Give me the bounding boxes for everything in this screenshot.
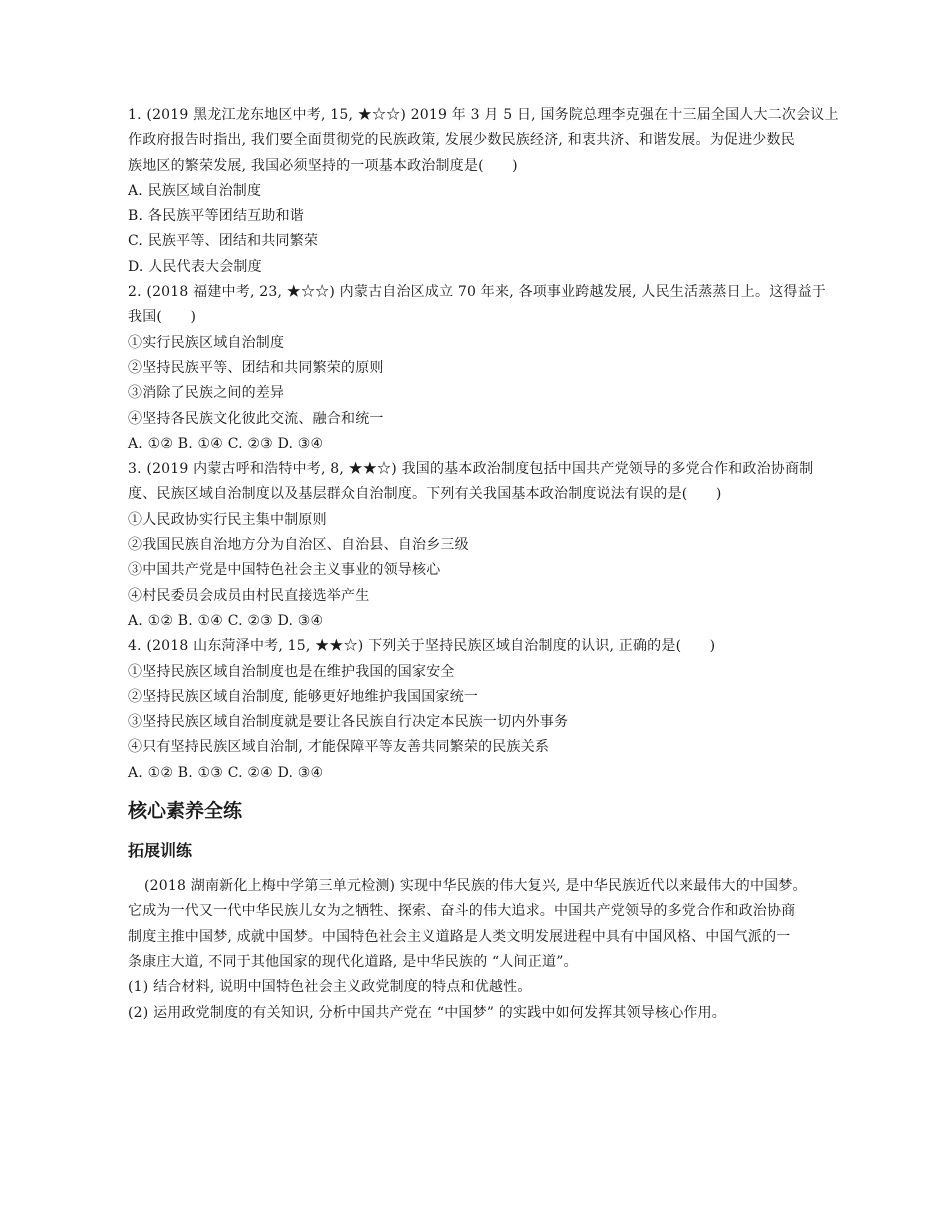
question-stem-line: 度、民族区域自治制度以及基层群众自治制度。下列有关我国基本政治制度说法有误的是( ) xyxy=(128,486,722,503)
material-line: 条康庄大道, 不同于其他国家的现代化道路, 是中华民族的 “人间正道”。 xyxy=(128,953,578,970)
statement-3: ③坚持民族区域自治制度就是要让各民族自行决定本民族一切内外事务 xyxy=(128,714,569,731)
statement-1: ①人民政协实行民主集中制原则 xyxy=(128,511,327,528)
subsection-title: 拓展训练 xyxy=(128,841,193,861)
question-3 xyxy=(128,457,828,634)
option-a: A. 民族区域自治制度 xyxy=(128,182,262,199)
option-d: D. 人民代表大会制度 xyxy=(128,258,262,275)
document-page xyxy=(128,103,839,1026)
question-stem-line: 作政府报告时指出, 我们要全面贯彻党的民族政策, 发展少数民族经济, 和衷共济、和谐发展。为促进少数民 xyxy=(128,132,795,149)
question-4 xyxy=(128,634,828,786)
question-stem-line: 4. (2018 山东菏泽中考, 15, ★★☆) 下列关于坚持民族区域自治制度的认识, 正确的是( ) xyxy=(128,638,716,655)
option-b: B. 各民族平等团结互助和谐 xyxy=(128,208,304,225)
section-title: 核心素养全练 xyxy=(128,800,243,823)
question-stem-line: 族地区的繁荣发展, 我国必须坚持的一项基本政治制度是( ) xyxy=(128,157,518,174)
statement-2: ②坚持民族平等、团结和共同繁荣的原则 xyxy=(128,359,384,376)
statement-4: ④坚持各民族文化彼此交流、融合和统一 xyxy=(128,410,384,427)
answer-choices: A. ①② B. ①③ C. ②④ D. ③④ xyxy=(128,764,324,781)
statement-1: ①实行民族区域自治制度 xyxy=(128,334,285,351)
question-stem-line: 我国( ) xyxy=(128,309,197,326)
option-c: C. 民族平等、团结和共同繁荣 xyxy=(128,233,319,250)
material-line: 它成为一代又一代中华民族儿女为之牺牲、探索、奋斗的伟大追求。中国共产党领导的多党合作和政治协商 xyxy=(128,903,796,920)
statement-4: ④村民委员会成员由村民直接选举产生 xyxy=(128,587,370,604)
statement-2: ②坚持民族区域自治制度, 能够更好地维护我国国家统一 xyxy=(128,688,479,705)
question-2 xyxy=(128,280,828,457)
material-line: (2018 湖南新化上梅中学第三单元检测) 实现中华民族的伟大复兴, 是中华民族近代以来最伟大的中国梦。 xyxy=(144,878,807,895)
question-stem-line: 3. (2019 内蒙古呼和浩特中考, 8, ★★☆) 我国的基本政治制度包括中国共产党领导的多党合作和政治协商制 xyxy=(128,461,814,478)
statement-4: ④只有坚持民族区域自治制, 才能保障平等友善共同繁荣的民族关系 xyxy=(128,739,550,756)
material-line: 制度主推中国梦, 成就中国梦。中国特色社会主义道路是人类文明发展进程中具有中国风格、中国气派的一 xyxy=(128,928,791,945)
statement-3: ③中国共产党是中国特色社会主义事业的领导核心 xyxy=(128,562,441,579)
statement-1: ①坚持民族区域自治制度也是在维护我国的国家安全 xyxy=(128,663,455,680)
question-1 xyxy=(128,103,839,280)
sub-question-2: (2) 运用政党制度的有关知识, 分析中国共产党在 “中国梦” 的实践中如何发挥其领导核心作用。 xyxy=(128,1004,726,1021)
material-paragraph xyxy=(128,874,828,975)
statement-2: ②我国民族自治地方分为自治区、自治县、自治乡三级 xyxy=(128,537,469,554)
statement-3: ③消除了民族之间的差异 xyxy=(128,385,285,402)
question-stem-line: 1. (2019 黑龙江龙东地区中考, 15, ★☆☆) 2019 年 3 月 5 日, 国务院总理李克强在十三届全国人大二次会议上 xyxy=(128,107,839,123)
sub-question-1: (1) 结合材料, 说明中国特色社会主义政党制度的特点和优越性。 xyxy=(128,979,532,996)
question-stem-line: 2. (2018 福建中考, 23, ★☆☆) 内蒙古自治区成立 70 年来, 各项事业跨越发展, 人民生活蒸蒸日上。这得益于 xyxy=(128,284,826,301)
answer-choices: A. ①② B. ①④ C. ②③ D. ③④ xyxy=(128,612,324,629)
answer-choices: A. ①② B. ①④ C. ②③ D. ③④ xyxy=(128,435,324,452)
